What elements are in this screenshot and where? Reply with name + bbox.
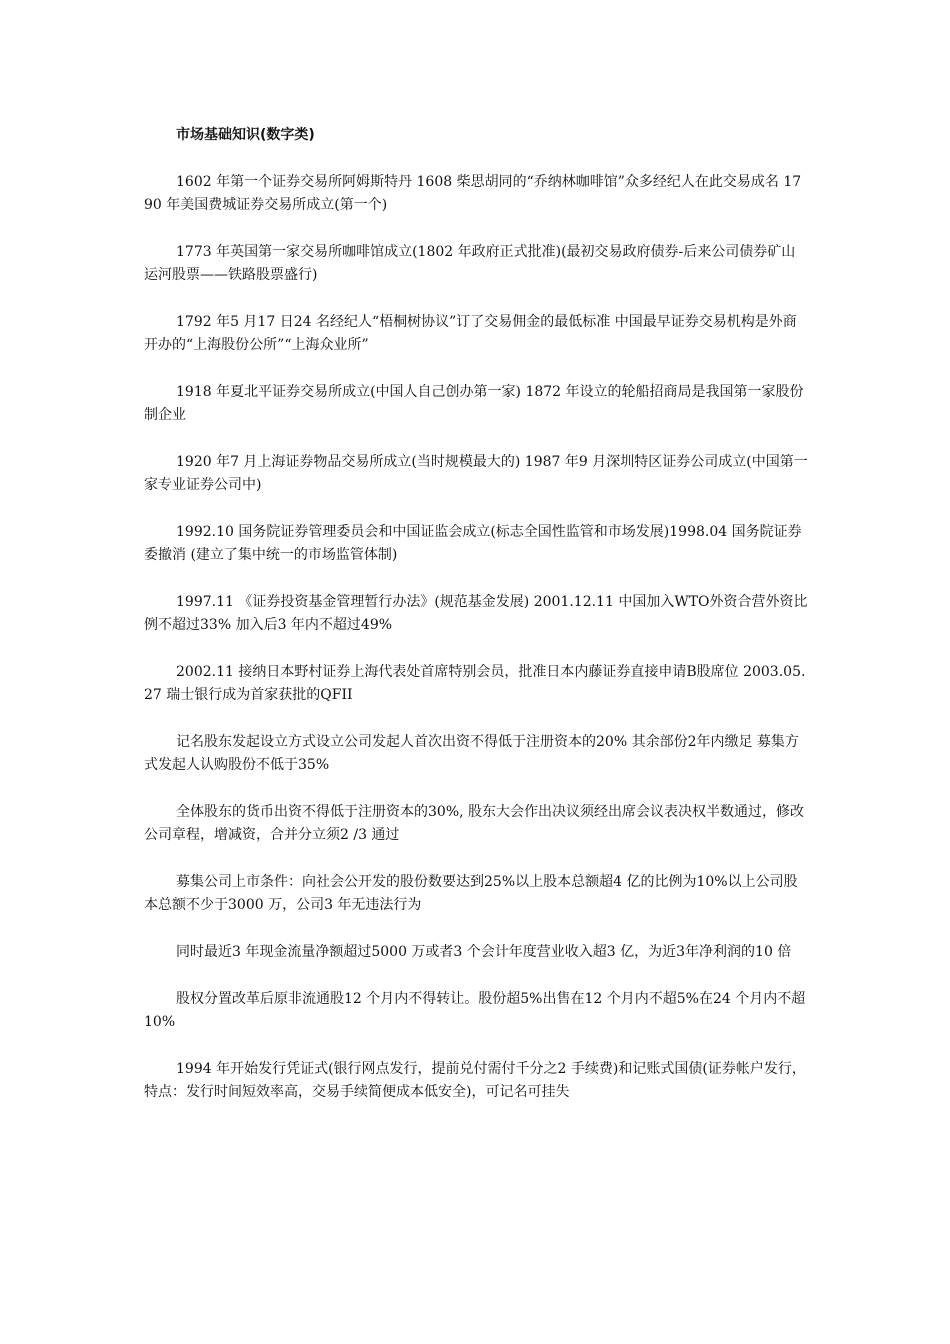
paragraph: 同时最近3 年现金流量净额超过5000 万或者3 个会计年度营业收入超3 亿，为近3年净利润的10 倍 [176, 944, 792, 960]
paragraph: 1994 年开始发行凭证式(银行网点发行，提前兑付需付千分之2 手续费)和记账式国债(证券帐户发行，特点：发行时间短效率高，交易手续简便成本低安全)，可记名可挂失 [144, 1061, 806, 1100]
paragraph: 1602 年第一个证券交易所阿姆斯特丹 1608 柴思胡同的“乔纳林咖啡馆”众多经纪人在此交易成名 1790 年美国费城证券交易所成立(第一个) [144, 174, 802, 213]
paragraph: 1997.11 《证券投资基金管理暂行办法》(规范基金发展) 2001.12.11 中国加入WTO外资合营外资比例不超过33% 加入后3 年内不超过49% [144, 594, 808, 633]
paragraph: 股权分置改革后原非流通股12 个月内不得转让。股份超5%出售在12 个月内不超5%在24 个月内不超10% [144, 991, 806, 1030]
document-title: 市场基础知识(数字类) [176, 127, 315, 143]
paragraph: 1792 年5 月17 日24 名经纪人“梧桐树协议”订了交易佣金的最低标准 中国最早证券交易机构是外商开办的“上海股份公所”“上海众业所” [144, 314, 797, 353]
paragraph: 记名股东发起设立方式设立公司发起人首次出资不得低于注册资本的20% 其余部份2年内缴足 募集方式发起人认购股份不低于35% [144, 734, 799, 773]
paragraph: 2002.11 接纳日本野村证券上海代表处首席特别会员，批准日本内藤证券直接申请B股席位 2003.05.27 瑞士银行成为首家获批的QFII [144, 664, 806, 703]
paragraph: 1773 年英国第一家交易所咖啡馆成立(1802 年政府正式批准)(最初交易政府债券-后来公司债券矿山运河股票——铁路股票盛行) [144, 244, 796, 283]
document-body [144, 124, 808, 1128]
paragraph: 1918 年夏北平证券交易所成立(中国人自己创办第一家) 1872 年设立的轮船招商局是我国第一家股份制企业 [144, 384, 804, 423]
paragraph: 1920 年7 月上海证券物品交易所成立(当时规模最大的) 1987 年9 月深圳特区证券公司成立(中国第一家专业证券公司中) [144, 454, 808, 493]
paragraph: 1992.10 国务院证券管理委员会和中国证监会成立(标志全国性监管和市场发展)1998.04 国务院证券委撤消 (建立了集中统一的市场监管体制) [144, 524, 802, 563]
paragraph: 募集公司上市条件：向社会公开发的股份数要达到25%以上股本总额超4 亿的比例为10%以上公司股本总额不少于3000 万，公司3 年无违法行为 [144, 874, 798, 913]
paragraph: 全体股东的货币出资不得低于注册资本的30%, 股东大会作出决议须经出席会议表决权半数通过，修改公司章程，增减资，合并分立须2 /3 通过 [144, 804, 805, 843]
